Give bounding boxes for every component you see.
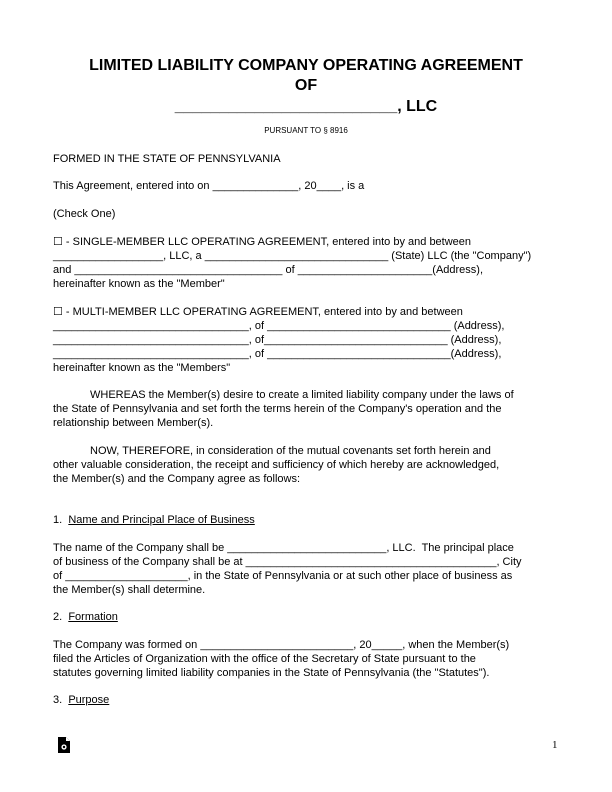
single-member-line-4: hereinafter known as the "Member": [53, 278, 225, 290]
section-1-title: Name and Principal Place of Business: [68, 514, 255, 526]
document-title-line-2: OF: [294, 77, 318, 94]
section-3-title: Purpose: [68, 694, 110, 706]
section-1-heading: [53, 514, 255, 527]
statute-reference: PURSUANT TO § 8916: [264, 126, 348, 135]
section-3-heading: [53, 694, 109, 707]
section-1-line-1: The name of the Company shall be __________________________, LLC. The principal place: [53, 542, 514, 554]
section-1-number: 1.: [53, 514, 63, 526]
whereas-line-1: WHEREAS the Member(s) desire to create a limited liability company under the laws of: [90, 389, 514, 401]
section-3-number: 3.: [53, 694, 63, 706]
section-2-number: 2.: [53, 611, 63, 623]
single-member-line-2: __________________, LLC, a ______________________________ (State) LLC (the "Company"): [53, 250, 532, 262]
section-2-line-1: The Company was formed on _________________________, 20_____, when the Member(s): [53, 639, 510, 651]
formed-state: FORMED IN THE STATE OF PENNSYLVANIA: [53, 153, 281, 165]
whereas-line-3: relationship between Member(s).: [53, 417, 214, 429]
whereas-line-2: the State of Pennsylvania and set forth the terms herein of the Company's operation and the: [53, 403, 502, 415]
multi-member-line-2: ________________________________, of ______________________________ (Address),: [53, 320, 505, 332]
agreement-date-line: This Agreement, entered into on ______________, 20____, is a: [53, 180, 365, 192]
company-name-blank: _________________________, LLC: [174, 98, 438, 115]
now-therefore-line-3: the Member(s) and the Company agree as follows:: [53, 473, 301, 485]
check-one-label: (Check One): [53, 208, 116, 220]
section-2-title: Formation: [68, 611, 118, 623]
multi-member-line-5: hereinafter known as the "Members": [53, 362, 231, 374]
single-member-option: ☐ - SINGLE-MEMBER LLC OPERATING AGREEMENT, entered into by and between: [53, 236, 472, 248]
section-2-line-3: statutes governing limited liability companies in the State of Pennsylvania (the "Statutes").: [53, 667, 490, 679]
multi-member-line-4: ________________________________, of ______________________________(Address),: [53, 348, 502, 360]
page-number: 1: [552, 739, 558, 751]
multi-member-line-3: ________________________________, of______________________________ (Address),: [53, 334, 502, 346]
multi-member-option: ☐ - MULTI-MEMBER LLC OPERATING AGREEMENT, entered into by and between: [53, 306, 463, 318]
now-therefore-line-2: other valuable consideration, the receipt and sufficiency of which hereby are acknowledged,: [53, 459, 500, 471]
now-therefore-line-1: NOW, THEREFORE, in consideration of the mutual covenants set forth herein and: [90, 445, 491, 457]
section-1-line-4: the Member(s) shall determine.: [53, 584, 206, 596]
section-2-heading: [53, 611, 118, 624]
document-title-line-1: LIMITED LIABILITY COMPANY OPERATING AGREEMENT: [89, 57, 523, 74]
section-1-line-3: of ____________________, in the State of Pennsylvania or at such other place of business as: [53, 570, 513, 582]
section-2-line-2: filed the Articles of Organization with the office of the Secretary of State pursuant to the: [53, 653, 476, 665]
section-1-line-2: of business of the Company shall be at _________________________________________, City: [53, 556, 522, 568]
document-logo-icon: [57, 737, 71, 753]
single-member-line-3: and __________________________________ of ______________________(Address),: [53, 264, 484, 276]
